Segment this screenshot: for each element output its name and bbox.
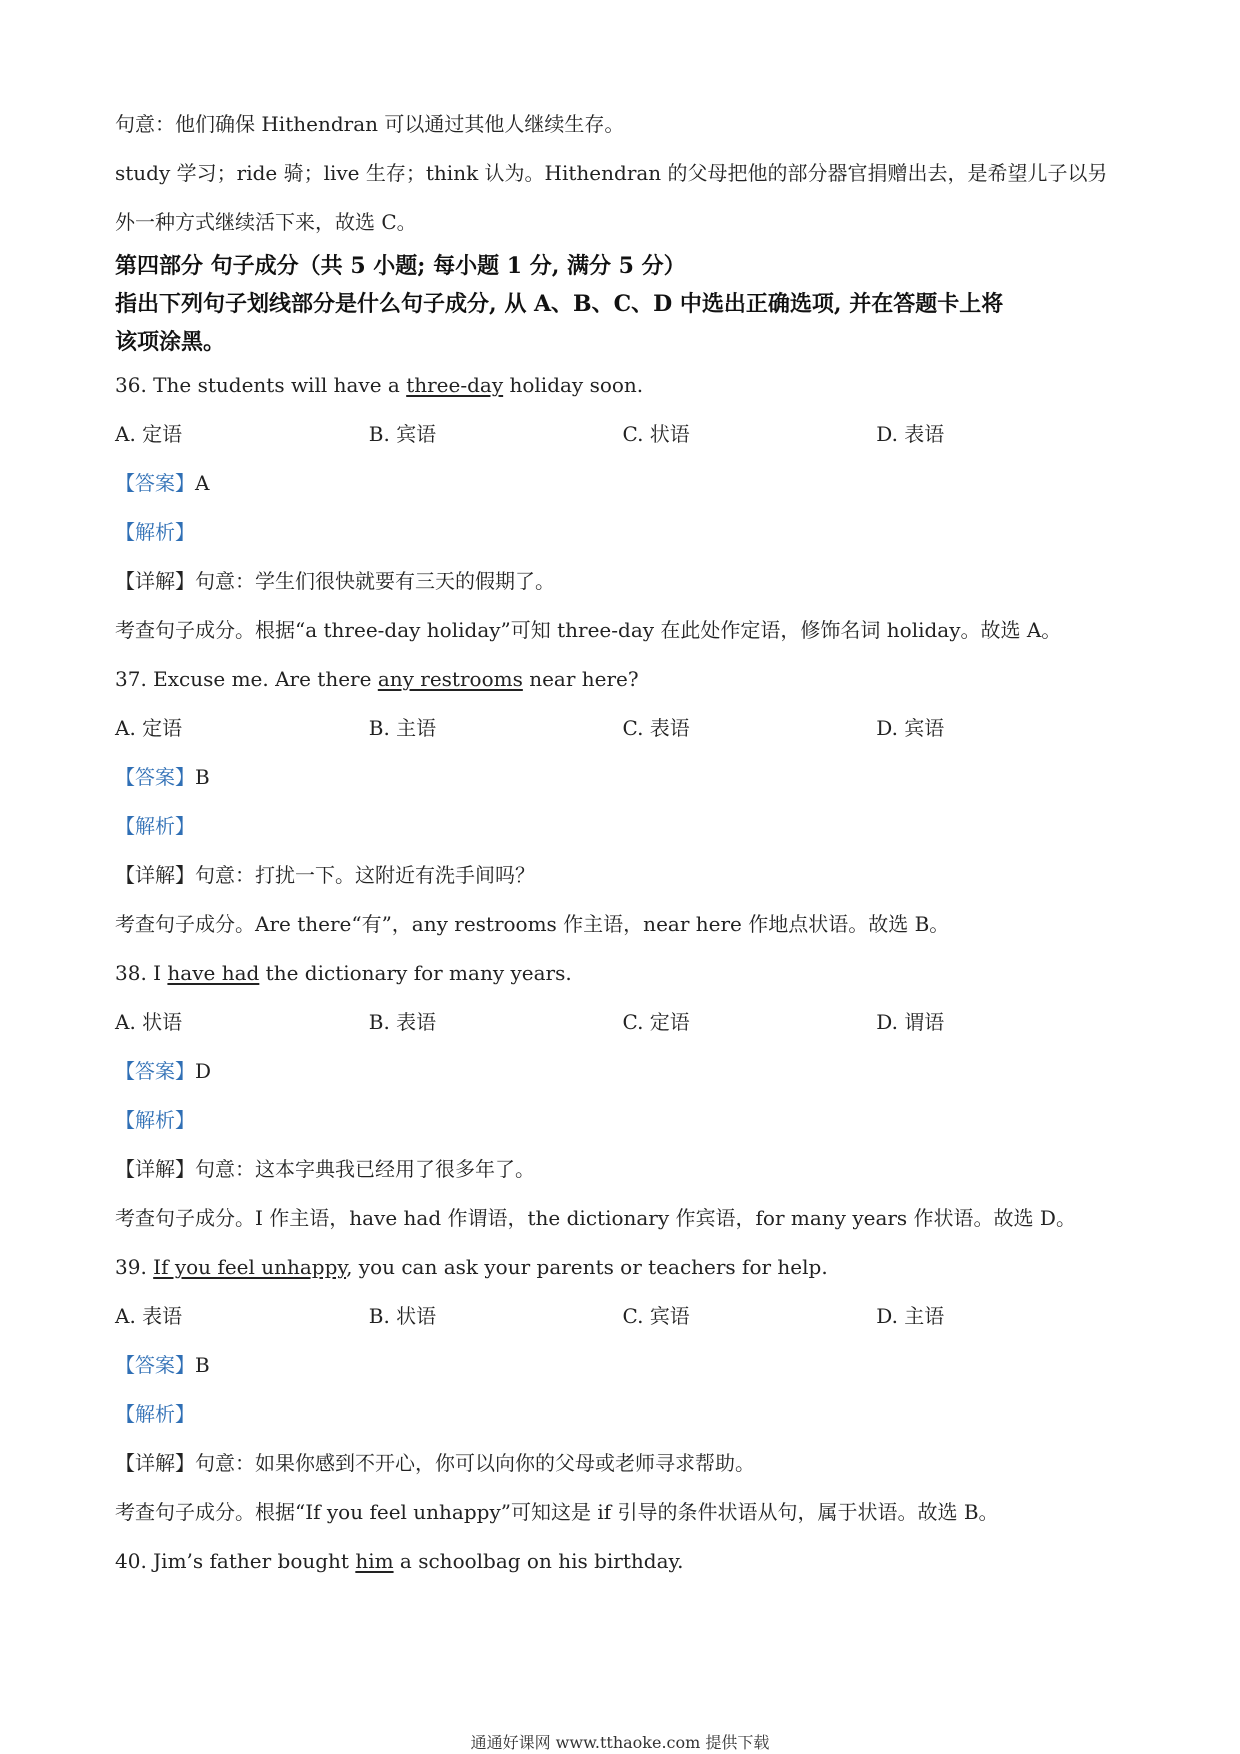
underlined-part: If you feel unhappy: [153, 1255, 347, 1279]
explain-38: 考查句子成分。I 作主语，have had 作谓语，the dictionary 作宾语，for many years 作状语。故选 D。: [115, 1206, 1076, 1230]
detail-text: 句意：打扰一下。这附近有洗手间吗？: [195, 863, 535, 887]
section-instruction-line-1: 指出下列句子划线部分是什么句子成分, 从 A、B、C、D 中选出正确选项, 并在答题卡上将: [115, 291, 1004, 317]
answer-value: A: [195, 471, 210, 495]
question-text: 36. The students will have a: [115, 373, 407, 397]
detail-label: 【详解】: [115, 863, 195, 887]
answer-label: 【答案】: [115, 765, 195, 789]
answer-label: 【答案】: [115, 471, 195, 495]
option-c: C. 表语: [622, 716, 690, 740]
option-c: C. 定语: [622, 1010, 690, 1034]
question-text-end: holiday soon.: [503, 373, 644, 397]
explain-36: 考查句子成分。根据“a three-day holiday”可知 three-day 在此处作定语，修饰名词 holiday。故选 A。: [115, 618, 1062, 642]
analysis-label: 【解析】: [115, 520, 195, 544]
intro-line-2: study 学习；ride 骑；live 生存；think 认为。Hithendran 的父母把他的部分器官捐赠出去，是希望儿子以另: [115, 161, 1108, 185]
analysis-39: [115, 1390, 1130, 1439]
option-a: A. 表语: [115, 1304, 183, 1328]
detail-text: 句意：学生们很快就要有三天的假期了。: [195, 569, 555, 593]
detail-37: [115, 851, 1130, 900]
detail-label: 【详解】: [115, 1451, 195, 1475]
question-text-end: the dictionary for many years.: [259, 961, 572, 985]
answer-label: 【答案】: [115, 1059, 195, 1083]
analysis-37: [115, 802, 1130, 851]
detail-text: 句意：如果你感到不开心，你可以向你的父母或老师寻求帮助。: [195, 1451, 755, 1475]
explain-37: 考查句子成分。Are there“有”，any restrooms 作主语，near here 作地点状语。故选 B。: [115, 912, 950, 936]
explain-39: 考查句子成分。根据“If you feel unhappy”可知这是 if 引导的条件状语从句，属于状语。故选 B。: [115, 1500, 999, 1524]
options-38: [115, 998, 1130, 1047]
page-footer: 通通好课网 www.tthaoke.com 提供下载: [470, 1733, 770, 1752]
option-d: D. 宾语: [876, 716, 945, 740]
question-38: [115, 949, 1130, 998]
detail-label: 【详解】: [115, 569, 195, 593]
analysis-36: [115, 508, 1130, 557]
options-36: [115, 410, 1130, 459]
answer-value: B: [195, 765, 210, 789]
question-36: [115, 361, 1130, 410]
question-text-end: near here?: [522, 667, 639, 691]
detail-38: [115, 1145, 1130, 1194]
option-a: A. 定语: [115, 716, 183, 740]
underlined-part: have had: [167, 961, 260, 985]
analysis-label: 【解析】: [115, 1402, 195, 1426]
option-a: A. 状语: [115, 1010, 183, 1034]
option-b: B. 状语: [368, 1304, 437, 1328]
option-a: A. 定语: [115, 422, 183, 446]
analysis-label: 【解析】: [115, 1108, 195, 1132]
question-37: [115, 655, 1130, 704]
detail-text: 句意：这本字典我已经用了很多年了。: [195, 1157, 535, 1181]
question-text: 38. I: [115, 961, 168, 985]
question-40: [115, 1537, 1130, 1586]
question-text: 39.: [115, 1255, 154, 1279]
section-heading: 第四部分 句子成分（共 5 小题; 每小题 1 分, 满分 5 分）: [115, 253, 686, 279]
option-d: D. 谓语: [876, 1010, 945, 1034]
question-text: 40. Jim’s father bought: [115, 1549, 356, 1573]
option-d: D. 主语: [876, 1304, 945, 1328]
underlined-part: any restrooms: [377, 667, 523, 691]
option-d: D. 表语: [876, 422, 945, 446]
options-37: [115, 704, 1130, 753]
option-b: B. 表语: [368, 1010, 437, 1034]
option-b: B. 宾语: [368, 422, 437, 446]
question-text: 37. Excuse me. Are there: [115, 667, 378, 691]
intro-line-3: 外一种方式继续活下来，故选 C。: [115, 210, 417, 234]
question-text-end: , you can ask your parents or teachers for help.: [346, 1255, 828, 1279]
detail-36: [115, 557, 1130, 606]
analysis-label: 【解析】: [115, 814, 195, 838]
page-content: [115, 100, 1130, 1586]
option-c: C. 状语: [622, 422, 690, 446]
options-39: [115, 1292, 1130, 1341]
analysis-38: [115, 1096, 1130, 1145]
section-instruction-line-2: 该项涂黑。: [115, 329, 226, 355]
question-39: [115, 1243, 1130, 1292]
intro-line-1: 句意：他们确保 Hithendran 可以通过其他人继续生存。: [115, 112, 625, 136]
detail-39: [115, 1439, 1130, 1488]
question-text-end: a schoolbag on his birthday.: [393, 1549, 684, 1573]
answer-37: [115, 753, 1130, 802]
answer-38: [115, 1047, 1130, 1096]
answer-value: D: [195, 1059, 212, 1083]
answer-36: [115, 459, 1130, 508]
answer-label: 【答案】: [115, 1353, 195, 1377]
underlined-part: him: [355, 1549, 394, 1573]
option-c: C. 宾语: [622, 1304, 690, 1328]
detail-label: 【详解】: [115, 1157, 195, 1181]
option-b: B. 主语: [368, 716, 437, 740]
answer-value: B: [195, 1353, 210, 1377]
underlined-part: three-day: [406, 373, 504, 397]
answer-39: [115, 1341, 1130, 1390]
